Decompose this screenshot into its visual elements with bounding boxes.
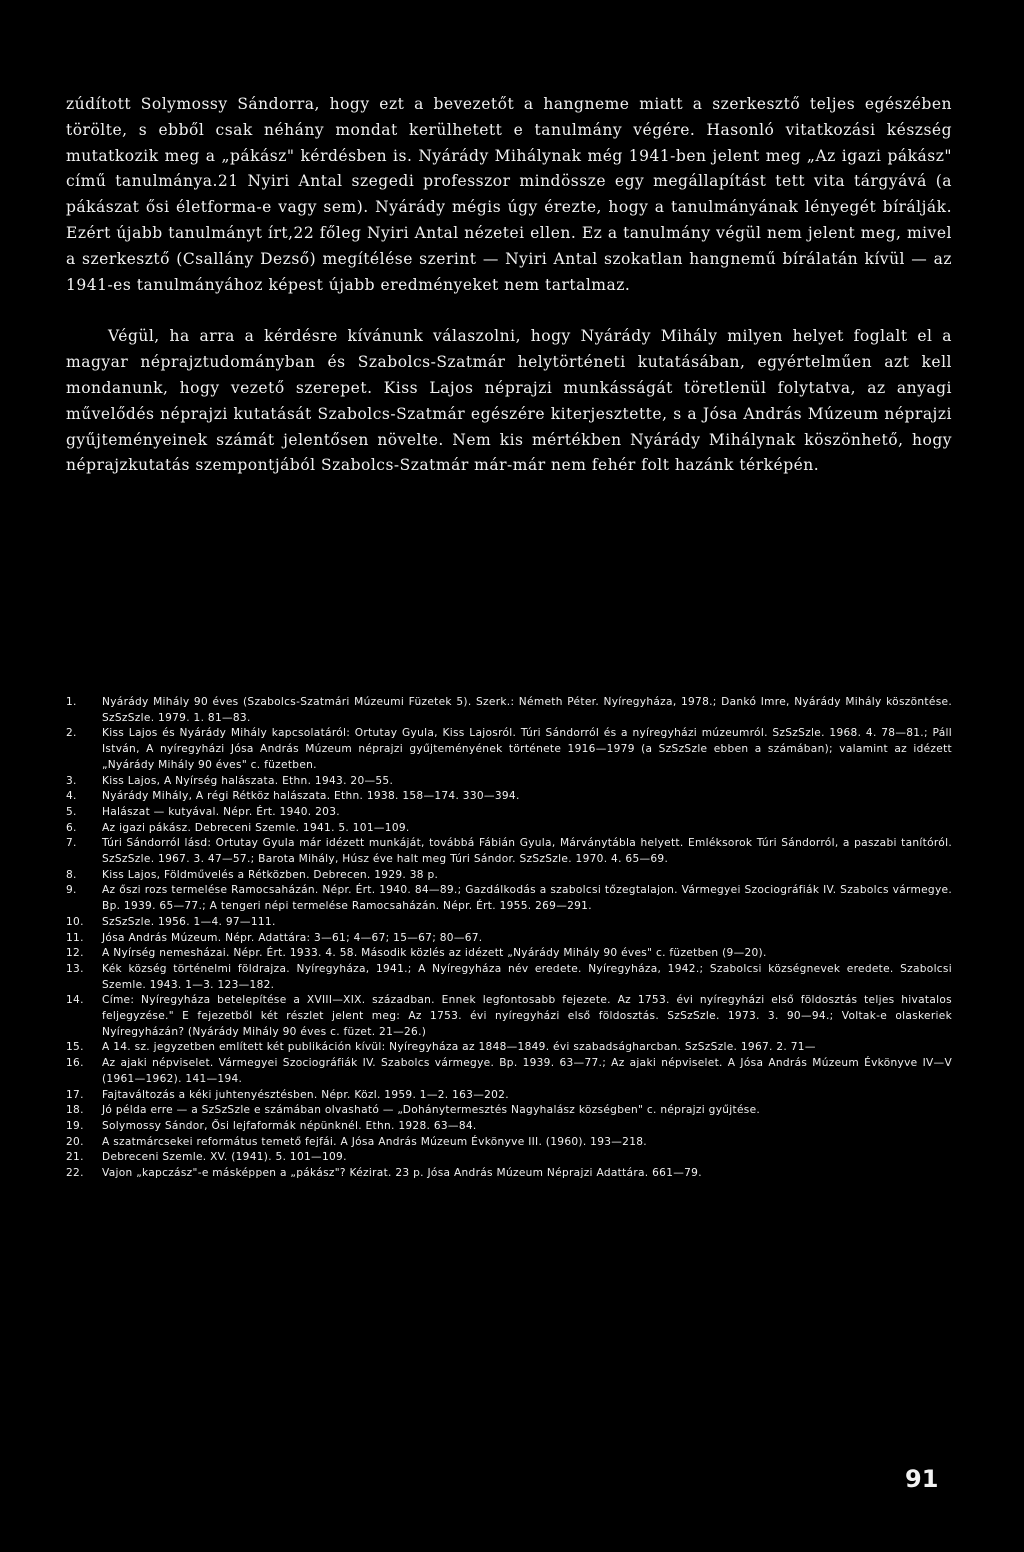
footnote-text: Nyárády Mihály, A régi Rétköz halászata. Ethn. 1938. 158—174. 330—394. [102, 790, 520, 803]
footnote-number: 19. [66, 1119, 84, 1132]
footnote-number: 3. [66, 774, 77, 787]
footnote-text: Jósa András Múzeum. Népr. Adattára: 3—61; 4—67; 15—67; 80—67. [102, 931, 483, 944]
footnote-number: 21. [66, 1151, 84, 1164]
footnote-18 [66, 1103, 952, 1119]
footnote-number: 10. [66, 915, 84, 928]
footnote-5 [66, 805, 952, 821]
footnote-text: A 14. sz. jegyzetben említett két publikáción kívül: Nyíregyháza az 1848—1849. évi szabadságharcban. SzSzSzle. 1967. 2. 71— [102, 1041, 816, 1054]
footnote-7 [66, 836, 952, 867]
footnote-text: Kiss Lajos és Nyárády Mihály kapcsolatáról: Ortutay Gyula, Kiss Lajosról. Túri Sándorról és a nyíregyházi múzeumról. SzSzSzle. 1968. 4. 78—81.; Páll István, A nyíregyházi Jósa András Múzeum néprajzi gyűjteményének története 1916—1979 (a SzSzSzle ebben a számában); valamint az idézett „Nyárády Mihály 90 éves" c. füzetben. [102, 727, 952, 771]
main-text [66, 92, 952, 479]
footnote-number: 6. [66, 821, 77, 834]
footnote-text: Halászat — kutyával. Népr. Ért. 1940. 203. [102, 805, 340, 818]
footnote-text: Jó példa erre — a SzSzSzle e számában olvasható — „Dohánytermesztés Nagyhalász községben" c. néprajzi gyűjtése. [102, 1104, 761, 1117]
footnote-21 [66, 1150, 952, 1166]
footnote-8 [66, 868, 952, 884]
footnote-text: Kiss Lajos, Földművelés a Rétközben. Debrecen. 1929. 38 p. [102, 868, 439, 881]
footnote-text: Solymossy Sándor, Ősi lejfaformák népünknél. Ethn. 1928. 63—84. [102, 1119, 477, 1132]
footnote-text: Vajon „kapczász"-e másképpen a „pákász"? Kézirat. 23 p. Jósa András Múzeum Néprajzi Adattára. 661—79. [102, 1167, 702, 1180]
body-paragraph-2: Végül, ha arra a kérdésre kívánunk válaszolni, hogy Nyárády Mihály milyen helyet foglalt el a magyar néprajztudományban és Szabolcs-Szatmár helytörténeti kutatásában, egyértelműen azt kell mondanunk, hogy vezető szerepet. Kiss Lajos néprajzi munkásságát töretlenül folytatva, az anyagi művelődés néprajzi kutatását Szabolcs-Szatmár egészére kiterjesztette, s a Jósa András Múzeum néprajzi gyűjteményeinek számát jelentősen növelte. Nem kis mértékben Nyárády Mihálynak köszönhető, hogy néprajzkutatás szempontjából Szabolcs-Szatmár már-már nem fehér folt hazánk térképén. [66, 327, 952, 475]
footnote-1 [66, 695, 952, 726]
footnote-number: 12. [66, 947, 84, 960]
footnote-text: Az igazi pákász. Debreceni Szemle. 1941. 5. 101—109. [102, 821, 410, 834]
footnote-text: Fajtaváltozás a kéki juhtenyésztésben. Népr. Közl. 1959. 1—2. 163—202. [102, 1088, 509, 1101]
footnote-text: Debreceni Szemle. XV. (1941). 5. 101—109. [102, 1151, 347, 1164]
footnote-16 [66, 1056, 952, 1087]
footnote-3 [66, 774, 952, 790]
footnote-11 [66, 931, 952, 947]
footnote-number: 8. [66, 868, 77, 881]
footnote-number: 7. [66, 837, 77, 850]
footnotes [66, 695, 952, 1182]
footnote-text: SzSzSzle. 1956. 1—4. 97—111. [102, 915, 276, 928]
footnote-text: Az őszi rozs termelése Ramocsaházán. Népr. Ért. 1940. 84—89.; Gazdálkodás a szabolcsi tőzegtalajon. Vármegyei Szociográfiák IV. Szabolcs vármegye. Bp. 1939. 65—77.; A tengeri népi termelése Ramocsaházán. Népr. Ért. 1955. 269—291. [102, 884, 952, 913]
footnote-number: 18. [66, 1104, 84, 1117]
footnote-4 [66, 789, 952, 805]
footnote-20 [66, 1135, 952, 1151]
page-number: 91 [905, 1465, 939, 1493]
footnote-19 [66, 1119, 952, 1135]
footnote-number: 13. [66, 962, 84, 975]
footnote-14 [66, 993, 952, 1040]
footnote-10 [66, 915, 952, 931]
footnote-6 [66, 821, 952, 837]
footnote-number: 5. [66, 805, 77, 818]
footnote-text: Kiss Lajos, A Nyírség halászata. Ethn. 1943. 20—55. [102, 774, 394, 787]
footnote-number: 2. [66, 727, 77, 740]
footnote-text: A szatmárcsekei református temető fejfái. A Jósa András Múzeum Évkönyve III. (1960). 193—218. [102, 1135, 647, 1148]
footnote-number: 20. [66, 1135, 84, 1148]
footnote-17 [66, 1088, 952, 1104]
footnote-text: Címe: Nyíregyháza betelepítése a XVIII—XIX. században. Ennek legfontosabb fejezete. Az 1753. évi nyíregyházi első földosztás teljes hivatalos feljegyzése." E fejezetből két részlet jelent meg: Az 1753. évi nyíregyházi első földosztás. SzSzSzle. 1973. 3. 90—94.; Voltak-e olaskeriek Nyíregyházán? (Nyárády Mihály 90 éves c. füzet. 21—26.) [102, 994, 952, 1038]
footnote-22 [66, 1166, 952, 1182]
footnote-number: 1. [66, 696, 77, 708]
footnote-number: 11. [66, 931, 84, 944]
footnote-text: Túri Sándorról lásd: Ortutay Gyula már idézett munkáját, továbbá Fábián Gyula, Márványtábla helyett. Emléksorok Túri Sándorról, a paszabi tanítóról. SzSzSzle. 1967. 3. 47—57.; Barota Mihály, Húsz éve halt meg Túri Sándor. SzSzSzle. 1970. 4. 65—69. [102, 837, 952, 866]
footnote-15 [66, 1040, 952, 1056]
footnote-text: Kék község történelmi földrajza. Nyíregyháza, 1941.; A Nyíregyháza név eredete. Nyíregyháza, 1942.; Szabolcsi községnevek eredete. Szabolcsi Szemle. 1943. 1—3. 123—182. [102, 962, 952, 991]
footnote-number: 9. [66, 884, 77, 897]
footnote-2 [66, 726, 952, 773]
footnote-number: 17. [66, 1088, 84, 1101]
footnote-number: 4. [66, 790, 77, 803]
footnote-12 [66, 946, 952, 962]
footnote-text: Nyárády Mihály 90 éves (Szabolcs-Szatmári Múzeumi Füzetek 5). Szerk.: Németh Péter. Nyíregyháza, 1978.; Dankó Imre, Nyárády Mihály köszöntése. SzSzSzle. 1979. 1. 81—83. [102, 696, 952, 724]
footnote-number: 14. [66, 994, 84, 1007]
footnote-text: A Nyírség nemesházai. Népr. Ért. 1933. 4. 58. Második közlés az idézett „Nyárády Mihály 90 éves" c. füzetben (9—20). [102, 947, 767, 960]
footnote-number: 22. [66, 1167, 84, 1180]
footnote-text: Az ajaki népviselet. Vármegyei Szociográfiák IV. Szabolcs vármegye. Bp. 1939. 63—77.; Az ajaki népviselet. A Jósa András Múzeum Évkönyve IV—V (1961—1962). 141—194. [102, 1057, 952, 1085]
footnote-number: 16. [66, 1057, 84, 1070]
footnote-13 [66, 962, 952, 993]
footnote-9 [66, 883, 952, 914]
footnote-number: 15. [66, 1041, 84, 1054]
body-paragraph-1: zúdított Solymossy Sándorra, hogy ezt a bevezetőt a hangneme miatt a szerkesztő teljes egészében törölte, s ebből csak néhány mondat kerülhetett e tanulmány végére. Hasonló vitatkozási készség mutatkozik meg a „pákász" kérdésben is. Nyárády Mihálynak még 1941-ben jelent meg „Az igazi pákász" című tanulmánya.21 Nyiri Antal szegedi professzor mindössze egy megállapítást tett vita tárgyává (a pákászat ősi életforma-e vagy sem). Nyárády mégis úgy érezte, hogy a tanulmányának lényegét bírálják. Ezért újabb tanulmányt írt,22 főleg Nyiri Antal nézetei ellen. Ez a tanulmány végül nem jelent meg, mivel a szerkesztő (Csallány Dezső) megítélése szerint — Nyiri Antal szokatlan hangnemű bírálatán kívül — az 1941-es tanulmányához képest újabb eredményeket nem tartalmaz. [66, 95, 952, 294]
